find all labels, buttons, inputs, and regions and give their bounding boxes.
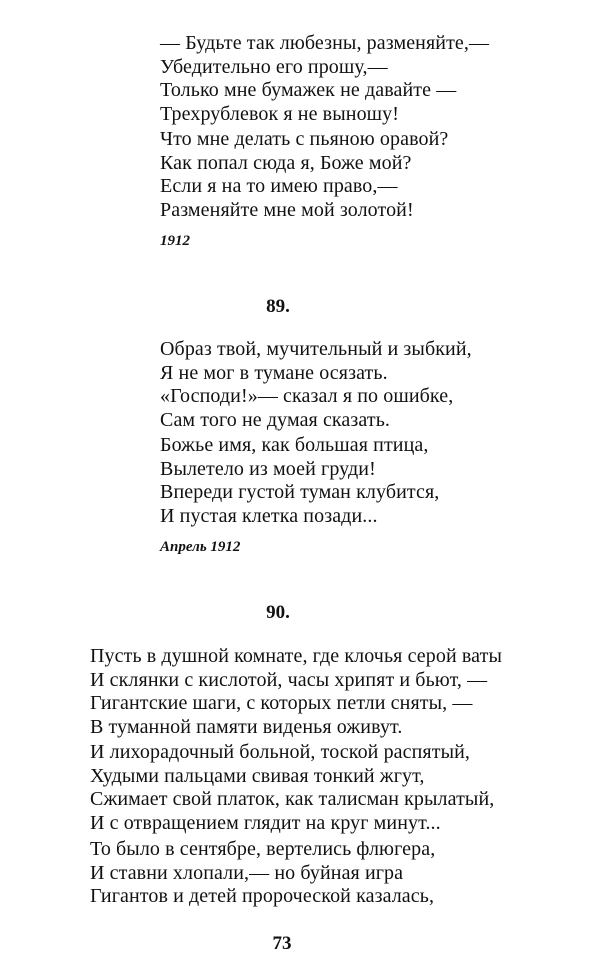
verse-line: Разменяйте мне мой золотой! [160, 198, 414, 221]
verse-line: Что мне делать с пьяною оравой? [160, 128, 449, 150]
poem-90-number: 90. [266, 602, 290, 623]
verse-line: Худыми пальцами свивая тонкий жгут, [90, 764, 425, 787]
verse-line: Пусть в душной комнате, где клочья серой ваты [90, 645, 502, 667]
poem-90-stanza-3 [90, 838, 435, 909]
verse-line: Если я на то имею право,— [160, 175, 398, 197]
verse-line: Гигантов и детей пророческой казалась, [90, 885, 435, 907]
verse-line: — Будьте так любезны, разменяйте,— [160, 32, 490, 54]
verse-line: Сжимает свой платок, как талисман крылатый, [90, 788, 495, 810]
poem-88-date: 1912 [160, 233, 190, 249]
verse-line: То было в сентябре, вертелись флюгера, [90, 838, 436, 860]
verse-line: Только мне бумажек не давайте — [160, 79, 457, 101]
poem-88-stanza-2 [160, 128, 448, 222]
verse-line: И лихорадочный больной, тоской распятый, [90, 741, 471, 763]
verse-line: Трехрублевок я не выношу! [160, 102, 400, 125]
verse-line: Образ твой, мучительный и зыбкий, [160, 338, 472, 360]
verse-line: Я не мог в тумане осязать. [160, 361, 388, 384]
poem-89-date: Апрель 1912 [160, 539, 241, 555]
poem-90-stanza-1 [90, 645, 502, 739]
poem-89-stanza-1 [160, 338, 472, 432]
poem-90-stanza-2 [90, 741, 494, 835]
verse-line: Как попал сюда я, Боже мой? [160, 151, 412, 174]
poem-89-number: 89. [266, 296, 290, 317]
verse-line: И пустая клетка позади... [160, 504, 378, 527]
verse-line: И с отвращением глядит на круг минут... [90, 811, 441, 834]
poem-88-stanza-1 [160, 32, 489, 126]
verse-line: Божье имя, как большая птица, [160, 434, 429, 456]
verse-line: Вылетело из моей груди! [160, 457, 376, 480]
verse-line: В туманной памяти виденья оживут. [90, 715, 403, 738]
verse-line: Сам того не думая сказать. [160, 408, 391, 431]
verse-line: «Господи!»— сказал я по ошибке, [160, 385, 454, 407]
verse-line: Гигантские шаги, с которых петли сняты, — [90, 692, 473, 714]
verse-line: И склянки с кислотой, часы хрипят и бьют, — [90, 668, 488, 691]
verse-line: Впереди густой туман клубится, [160, 481, 440, 503]
poem-89-stanza-2 [160, 434, 439, 528]
verse-line: И ставни хлопали,— но буйная игра [90, 861, 404, 884]
verse-line: Убедительно его прошу,— [160, 55, 388, 78]
page-number: 73 [272, 933, 292, 954]
